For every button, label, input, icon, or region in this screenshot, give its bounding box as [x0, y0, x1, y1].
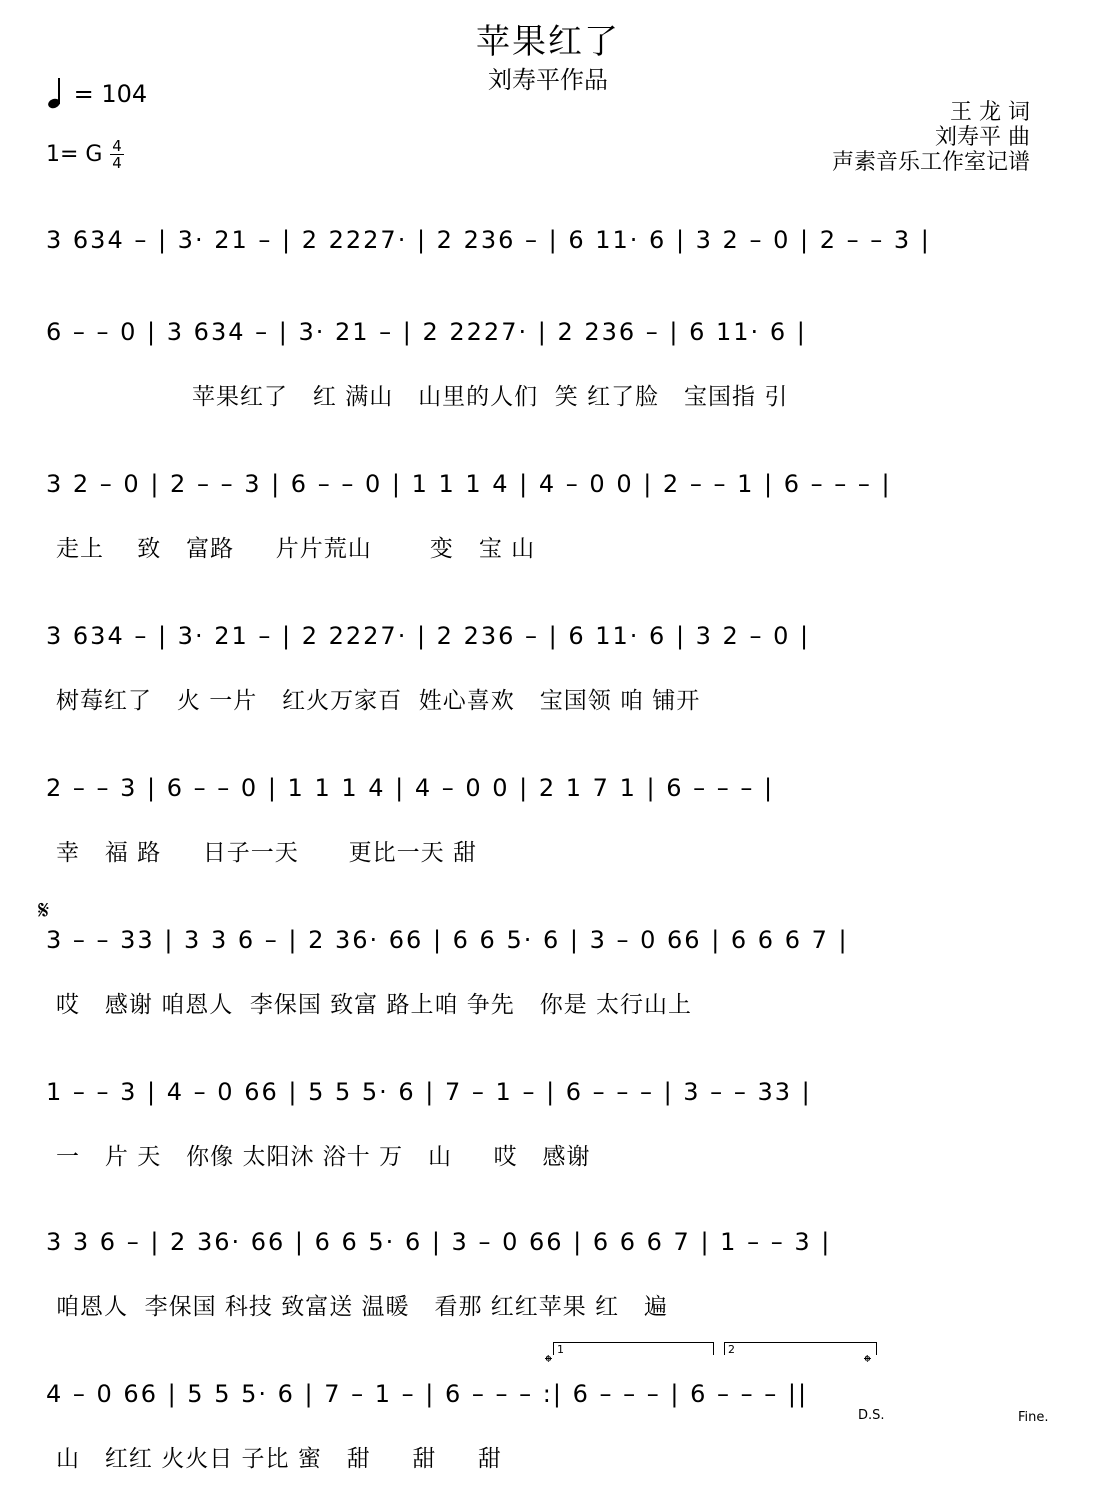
coda-sign-2: 𝄌 — [864, 1350, 871, 1374]
score-line-7 — [46, 1072, 1036, 1112]
time-bottom: 4 — [110, 154, 124, 171]
credits — [832, 100, 1030, 175]
lyric-line-6: 哎 感谢 咱恩人 李保国 致富 路上咱 争先 你是 太行山上 — [56, 992, 693, 1018]
lyric-line-3: 走上 致 富路 片片荒山 变 宝 山 — [56, 536, 536, 562]
lyricist: 王 龙 词 — [950, 100, 1030, 125]
score-line-4 — [46, 616, 1036, 656]
song-subtitle: 刘寿平作品 — [488, 66, 608, 94]
notes-line: 4 – 0 66 | 5 5 5· 6 | 7 – 1 – | 6 – – – :| 6 – – – | 6 – – – || — [46, 1380, 809, 1408]
lyric-line-8: 咱恩人 李保国 科技 致富送 温暖 看那 红红苹果 红 遍 — [56, 1294, 669, 1320]
notes-line: 6 – – 0 | 3 634 – | 3· 21 – | 2 2227· | 2 236 – | 6 11· 6 | — [46, 318, 807, 346]
ds-marking: D.S. — [858, 1408, 885, 1423]
notes-line: 3 3 6 – | 2 36· 66 | 6 6 5· 6 | 3 – 0 66 | 6 6 6 7 | 1 – – 3 | — [46, 1228, 832, 1256]
score-line-2 — [46, 312, 1036, 352]
time-signature — [110, 138, 124, 171]
lyric-line-5: 幸 福 路 日子一天 更比一天 甜 — [56, 840, 477, 866]
song-title: 苹果红了 — [476, 22, 620, 62]
score-line-1 — [46, 220, 1036, 260]
score-line-8 — [46, 1222, 1036, 1262]
notes-line: 3 – – 33 | 3 3 6 – | 2 36· 66 | 6 6 5· 6 | 3 – 0 66 | 6 6 6 7 | — [46, 926, 849, 954]
notes-line: 2 – – 3 | 6 – – 0 | 1 1 1 4 | 4 – 0 0 | 2 1 7 1 | 6 – – – | — [46, 774, 775, 802]
score-line-5 — [46, 768, 1036, 808]
coda-sign-1: 𝄌 — [545, 1350, 552, 1374]
notes-line: 3 634 – | 3· 21 – | 2 2227· | 2 236 – | 6 11· 6 | 3 2 – 0 | — [46, 622, 811, 650]
notes-line: 3 2 – 0 | 2 – – 3 | 6 – – 0 | 1 1 1 4 | 4 – 0 0 | 2 – – 1 | 6 – – – | — [46, 470, 892, 498]
score-line-9 — [46, 1374, 1036, 1414]
key-signature: 1= G — [46, 142, 103, 167]
volta-1: 1 — [553, 1342, 714, 1355]
score-line-6 — [46, 920, 1036, 960]
lyric-line-2: 苹果红了 红 满山 山里的人们 笑 红了脸 宝国指 引 — [192, 384, 789, 410]
tempo-value: = 104 — [73, 80, 148, 108]
lyric-line-7: 一 片 天 你像 太阳沐 浴十 万 山 哎 感谢 — [56, 1144, 591, 1170]
quarter-note-icon — [48, 78, 66, 108]
notes-line: 1 – – 3 | 4 – 0 66 | 5 5 5· 6 | 7 – 1 – | 6 – – – | 3 – – 33 | — [46, 1078, 812, 1106]
composer: 刘寿平 曲 — [935, 125, 1030, 150]
volta-2: 2 — [724, 1342, 877, 1355]
lyric-line-4: 树莓红了 火 一片 红火万家百 姓心喜欢 宝国领 咱 铺开 — [56, 688, 701, 714]
notes-line: 3 634 – | 3· 21 – | 2 2227· | 2 236 – | 6 11· 6 | 3 2 – 0 | 2 – – 3 | — [46, 226, 931, 254]
lyric-line-9: 山 红红 火火日 子比 蜜 甜 甜 甜 — [56, 1446, 502, 1472]
time-top: 4 — [112, 137, 122, 155]
transcriber: 声素音乐工作室记谱 — [831, 150, 1030, 175]
fine-marking: Fine. — [1018, 1410, 1049, 1425]
score-line-3 — [46, 464, 1036, 504]
tempo-marking — [48, 78, 147, 108]
segno-sign: 𝄋 — [38, 896, 50, 926]
